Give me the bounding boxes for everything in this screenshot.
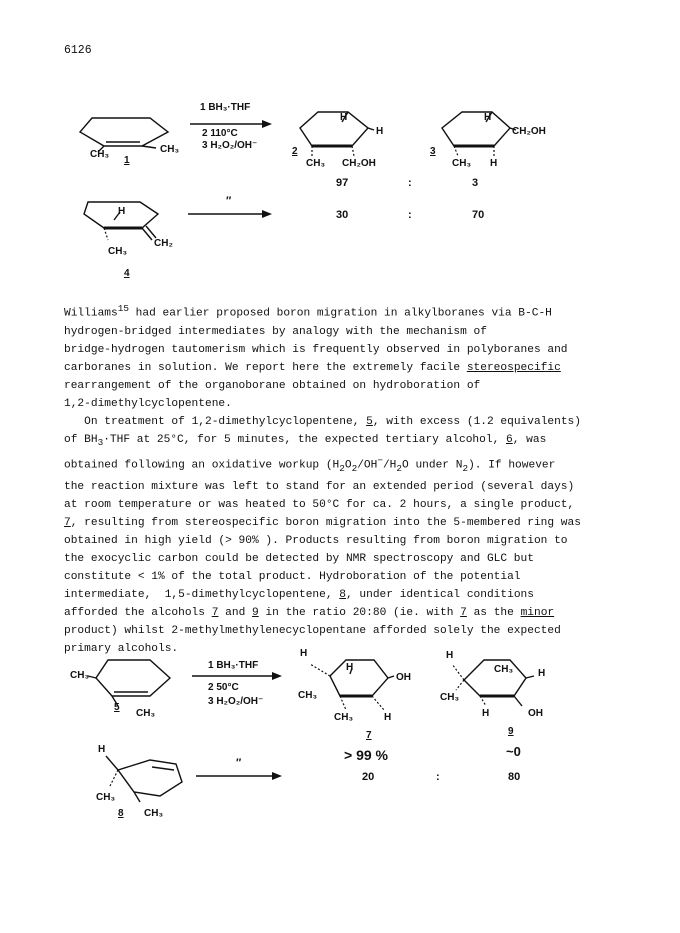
scheme1-ditto-mark: ″	[226, 195, 232, 207]
ratio-3-compound-9: 80	[508, 771, 521, 783]
compound-5-structure	[70, 660, 170, 719]
compound-1-methyl-left: CH₃	[90, 149, 110, 160]
compound-2-structure	[292, 112, 383, 169]
scheme2-reagent-2: 2 50°C	[208, 682, 239, 693]
compound-9-h-3: H	[482, 708, 490, 719]
compound-2-label: 2	[292, 146, 298, 157]
compound-7-methyl-1: CH₃	[298, 690, 318, 701]
compound-4-h: H	[118, 206, 126, 217]
paragraph-1: Williams$^{15}$ had earlier proposed boron migration in alkylboranes via B-C-H hydrogen-bridged intermediates by analogy with the mechanism of bridge-hydrogen tautomerism which is frequently observed in polyboranes and carboranes in solution. We report here the extremely facile stereospecific rearrangement of the organoborane obtained on hydroboration of 1,2-dimethylcyclopentene.	[64, 303, 568, 410]
scheme2-ditto-mark: ″	[236, 757, 242, 769]
compound-5-methyl-1: CH₃	[70, 670, 90, 681]
compound-1-label: 1	[124, 155, 130, 166]
compound-8-h: H	[98, 744, 106, 755]
ratio-2-separator: :	[408, 209, 412, 221]
scheme1-reagent-2: 2 110°C	[202, 128, 238, 139]
compound-7-label: 7	[366, 730, 372, 741]
compound-7-methyl-2: CH₃	[334, 712, 354, 723]
compound-7-hydroxyl: OH	[396, 672, 411, 683]
compound-4-label: 4	[124, 268, 130, 279]
compound-9-structure	[440, 650, 545, 737]
compound-9-ring-methyl: CH₃	[494, 664, 514, 675]
compound-7-yield: > 99 %	[344, 747, 388, 763]
reaction-arrow-3	[192, 660, 282, 707]
compound-2-h-1: H	[340, 112, 348, 123]
scheme2-reagent-3: 3 H₂O₂/OH⁻	[208, 696, 264, 707]
compound-3-h-2: H	[490, 158, 498, 169]
compound-9-hydroxyl: OH	[528, 708, 543, 719]
compound-9-yield: ~0	[506, 744, 521, 759]
compound-7-h-1: H	[300, 648, 308, 659]
compound-2-ch2oh: CH₂OH	[342, 158, 376, 169]
ratio-2-compound-3: 70	[472, 209, 485, 221]
compound-4-structure	[84, 202, 173, 279]
compound-3-structure	[430, 112, 546, 169]
reaction-scheme-1	[0, 0, 680, 300]
compound-3-label: 3	[430, 146, 436, 157]
compound-3-ch2oh: CH₂OH	[512, 126, 546, 137]
compound-7-structure	[298, 648, 411, 741]
compound-7-h-2: H	[346, 662, 354, 673]
compound-3-methyl: CH₃	[452, 158, 472, 169]
compound-5-label: 5	[114, 702, 120, 713]
reaction-arrow-1	[190, 102, 272, 151]
ratio-1-compound-3: 3	[472, 177, 479, 189]
reaction-arrow-2	[188, 195, 272, 218]
reaction-arrow-4	[196, 757, 282, 780]
scheme1-reagent-3: 3 H₂O₂/OH⁻	[202, 140, 258, 151]
compound-9-h-2: H	[538, 668, 546, 679]
compound-1-structure	[80, 118, 179, 166]
ratio-1-separator: :	[408, 177, 412, 189]
compound-8-methyl-2: CH₃	[144, 808, 164, 819]
compound-3-h-1: H	[484, 112, 492, 123]
paragraph-2: On treatment of 1,2-dimethylcyclopentene, 5, with excess (1.2 equivalents) of $BH_3\cdot THF$ at 25°C, for 5 minutes, the expected tertiary alcohol, 6, was obtained following an oxidative workup ($H_2O_2/OH^-/H_2O$ under $N_2$). If however the reaction mixture was left to stand for an extended period (several days) at room temperature or was heated to 50°C for ca. 2 hours, a single product, 7, resulting from stereospecific boron migration into the 5-membered ring was obtained in high yield (> 90% ). Products resulting from boron migration to the exocyclic carbon could be detected by NMR spectroscopy and GLC but constitute < 1% of the total product. Hydroboration of the potential intermediate, 1,5-dimethylcyclopentene, 8, under identical conditions afforded the alcohols 7 and 9 in the ratio 20:80 (ie. with 7 as the minor product) whilst 2-methylmethylenecyclopentane afforded solely the expected primary alcohols.	[64, 415, 581, 655]
compound-4-methylene: CH₂	[154, 238, 173, 249]
scheme2-reagent-1: 1 BH₃·THF	[208, 660, 259, 671]
compound-8-structure	[96, 744, 182, 819]
ratio-3-compound-7: 20	[362, 771, 375, 783]
compound-1-methyl-right: CH₃	[160, 144, 180, 155]
compound-8-methyl-1: CH₃	[96, 792, 116, 803]
compound-2-methyl: CH₃	[306, 158, 326, 169]
compound-2-h-2: H	[376, 126, 384, 137]
ratio-3-separator: :	[436, 771, 440, 783]
compound-4-methyl: CH₃	[108, 246, 128, 257]
compound-5-methyl-2: CH₃	[136, 708, 156, 719]
page-number: 6126	[64, 44, 92, 57]
compound-9-h-1: H	[446, 650, 454, 661]
body-text	[64, 300, 634, 658]
scheme1-reagent-1: 1 BH₃·THF	[200, 102, 251, 113]
compound-7-h-3: H	[384, 712, 392, 723]
compound-8-label: 8	[118, 808, 124, 819]
ratio-2-compound-2: 30	[336, 209, 349, 221]
compound-9-methyl: CH₃	[440, 692, 460, 703]
compound-9-label: 9	[508, 726, 514, 737]
ratio-1-compound-2: 97	[336, 177, 349, 189]
